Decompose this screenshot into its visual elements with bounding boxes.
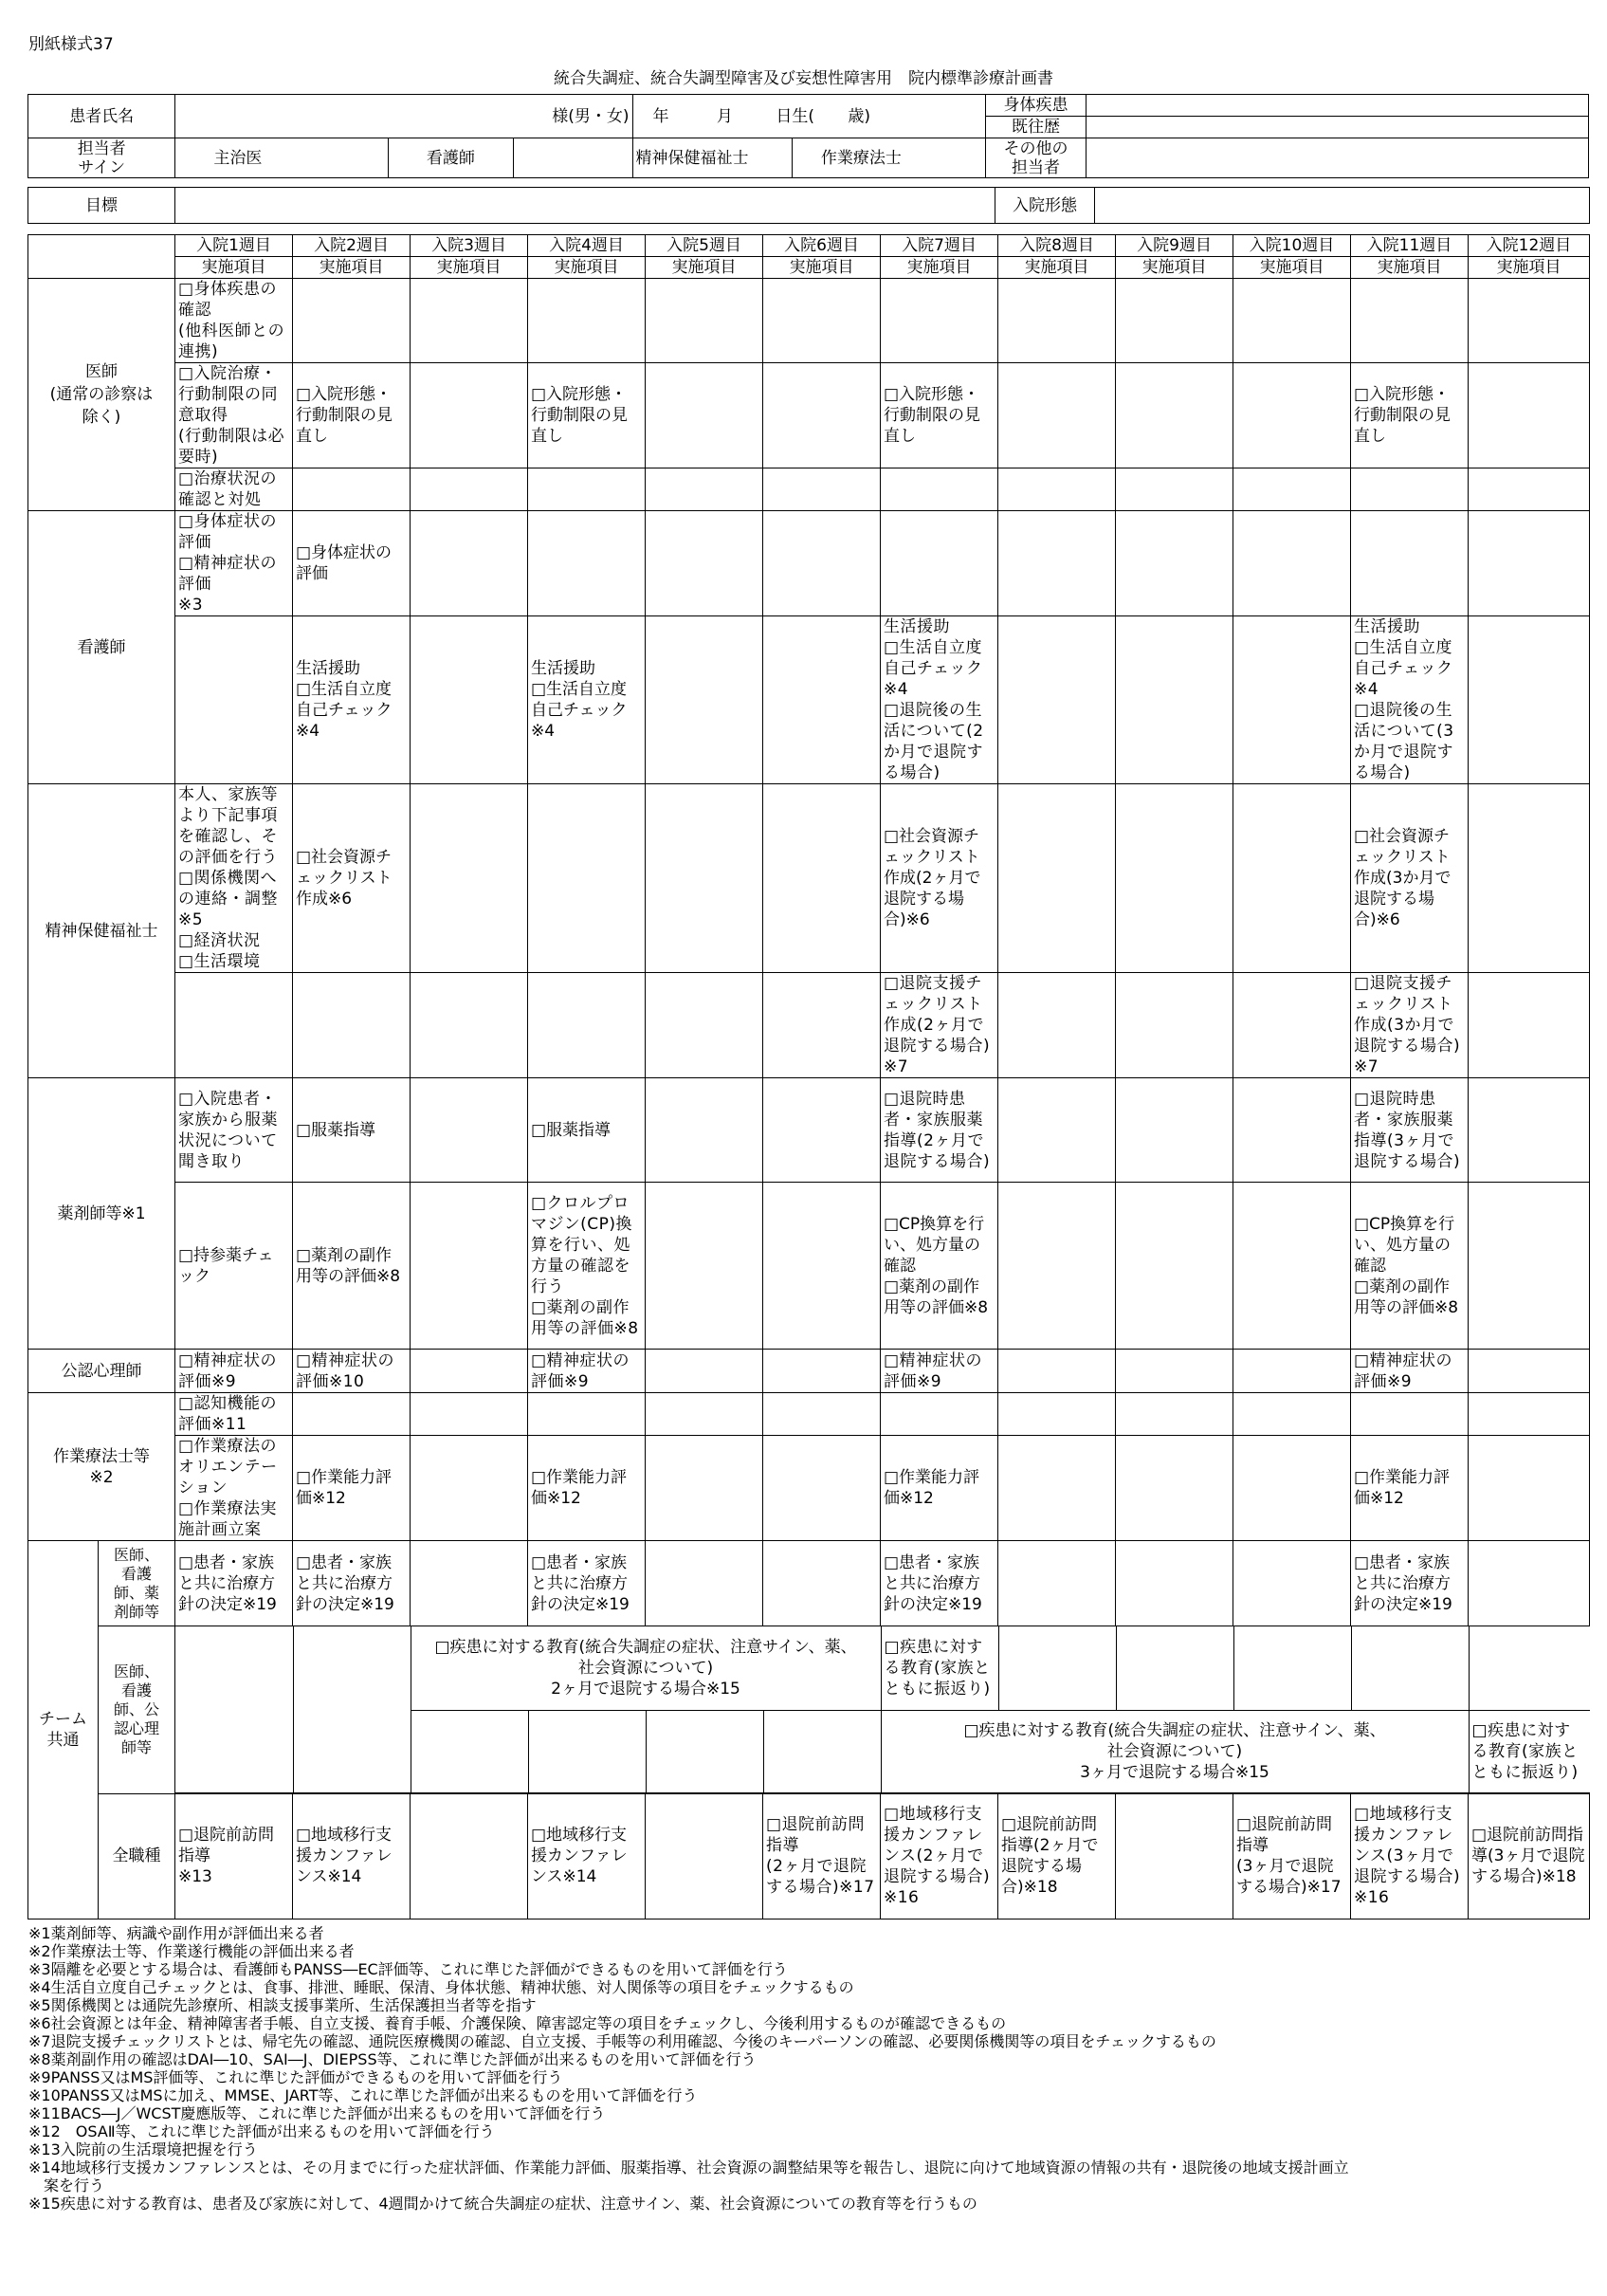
items-label: 実施項目 <box>646 256 762 278</box>
footnote-6: ※6社会資源とは年金、精神障害者手帳、自立支援、養育手帳、介護保険、障害認定等の項目をチェックし、今後利用するものが確認できるもの <box>28 2014 1007 2032</box>
cell[interactable]: □地域移行支援カンファレンス(3ヶ月で退院する場合)※16 <box>1351 1793 1469 1919</box>
cell[interactable]: □作業能力評価※12 <box>1351 1436 1469 1541</box>
week-label: 入院5週目 <box>667 236 741 255</box>
footnote-11: ※11BACS―J／WCST慶應版等、これに準じた評価が出来るものを用いて評価を行う <box>28 2104 606 2122</box>
footnotes <box>28 1924 1583 2213</box>
cell[interactable]: □入院形態・行動制限の見直し <box>1351 363 1469 468</box>
cell[interactable]: □作業療法のオリエンテーション □作業療法実施計画立案 <box>175 1436 293 1541</box>
week-header-5 <box>646 235 763 279</box>
footnote-2: ※2作業療法士等、作業遂行機能の評価出来る者 <box>28 1942 355 1960</box>
cell[interactable]: □退院時患者・家族服薬指導(3ヶ月で退院する場合) <box>1351 1078 1469 1183</box>
week-header-4 <box>528 235 646 279</box>
cell[interactable]: □精神症状の評価※10 <box>293 1350 411 1393</box>
footnote-12: ※12 OSAⅡ等、これに準じた評価が出来るものを用いて評価を行う <box>28 2122 495 2140</box>
footnote-10: ※10PANSS又はMSに加え、MMSE、JART等、これに準じた評価が出来るものを用いて評価を行う <box>28 2086 698 2104</box>
items-label: 実施項目 <box>1351 256 1468 278</box>
other-staff-label: その他の 担当者 <box>986 138 1086 178</box>
form-number: 別紙様式37 <box>28 35 114 54</box>
cell[interactable]: □作業能力評価※12 <box>881 1436 998 1541</box>
footnote-8: ※8薬剤副作用の確認はDAI―10、SAI―J、DIEPSS等、これに準じた評価が出来るものを用いて評価を行う <box>28 2050 757 2068</box>
birthdate-field[interactable] <box>632 95 986 138</box>
cell[interactable]: □CP換算を行い、処方量の確認 □薬剤の副作用等の評価※8 <box>1351 1183 1469 1350</box>
cell[interactable]: □入院形態・行動制限の見直し <box>881 363 998 468</box>
week-label: 入院11週目 <box>1366 236 1452 255</box>
row-label-psychologist: 公認心理師 <box>28 1350 175 1393</box>
history-field[interactable] <box>1086 117 1588 138</box>
week-label: 入院4週目 <box>549 236 624 255</box>
week-label: 入院9週目 <box>1137 236 1212 255</box>
cell[interactable]: □入院形態・行動制限の見直し <box>528 363 646 468</box>
cell[interactable]: □患者・家族と共に治療方針の決定※19 <box>528 1541 646 1626</box>
footnote-4: ※4生活自立度自己チェックとは、食事、排泄、睡眠、保清、身体状態、精神状態、対人関係等の項目をチェックするもの <box>28 1978 854 1996</box>
team-sub-label-1: 医師、 看護 師、薬 剤師等 <box>99 1541 175 1626</box>
team-sub-label-2: 医師、 看護 師、公 認心理 師等 <box>99 1626 175 1794</box>
doctor-label: 主治医 <box>213 148 263 168</box>
age-label: 歳) <box>848 106 871 126</box>
items-label: 実施項目 <box>881 256 997 278</box>
cell[interactable]: □退院時患者・家族服薬指導(2ヶ月で退院する場合) <box>881 1078 998 1183</box>
week-header-6 <box>763 235 881 279</box>
items-label: 実施項目 <box>1233 256 1350 278</box>
week-label: 入院2週目 <box>314 236 389 255</box>
items-label: 実施項目 <box>411 256 527 278</box>
row-label-nurse: 看護師 <box>28 511 175 784</box>
cell[interactable]: 生活援助 □生活自立度自己チェック ※4 <box>528 616 646 784</box>
ot-sign[interactable] <box>792 138 985 178</box>
cell[interactable]: □地域移行支援カンファレンス※14 <box>528 1793 646 1919</box>
items-label: 実施項目 <box>175 256 292 278</box>
goal-label: 目標 <box>28 188 175 224</box>
month-label: 月 <box>716 106 733 126</box>
cell[interactable]: □入院治療・行動制限の同意取得 (行動制限は必要時) <box>175 363 293 468</box>
cell[interactable]: □患者・家族と共に治療方針の決定※19 <box>175 1541 293 1626</box>
psw-label: 精神保健福祉士 <box>635 148 749 168</box>
week-header-1 <box>175 235 293 279</box>
footnote-9: ※9PANSS又はMS評価等、これに準じた評価ができるものを用いて評価を行う <box>28 2068 563 2086</box>
cell[interactable]: □退院前訪問指導(3ヶ月で退院する場合)※18 <box>1469 1793 1590 1919</box>
admission-type-field[interactable] <box>1095 188 1590 224</box>
row-label-doctor: 医師 (通常の診察は 除く) <box>28 279 175 511</box>
cell[interactable]: □疾患に対する教育(統合失調症の症状、注意サイン、薬、 社会資源について) 3ヶ月で退院する場合※15 <box>881 1710 1469 1792</box>
footnote-14: ※14地域移行支援カンファレンスとは、その月までに行った症状評価、作業能力評価、服薬指導、社会資源の調整結果等を報告し、退院に向けて地域資源の情報の共有・退院後の地域支援計画立 案を行う <box>28 2158 1349 2195</box>
schedule-table <box>27 234 1590 1919</box>
cell[interactable]: □入院形態・行動制限の見直し <box>293 363 411 468</box>
cell[interactable]: □患者・家族と共に治療方針の決定※19 <box>293 1541 411 1626</box>
week-header-row <box>28 235 1590 279</box>
staff-sign-label: 担当者 サイン <box>28 138 175 178</box>
admission-type-label: 入院形態 <box>995 188 1095 224</box>
week-header-8 <box>998 235 1116 279</box>
row-label-team: チーム 共通 <box>28 1541 99 1919</box>
cell[interactable]: □入院患者・家族から服薬状況について聞き取り <box>175 1078 293 1183</box>
patient-name-label: 患者氏名 <box>28 95 175 138</box>
cell[interactable]: □CP換算を行い、処方量の確認 □薬剤の副作用等の評価※8 <box>881 1183 998 1350</box>
cell[interactable]: 本人、家族等より下記事項を確認し、その評価を行う □関係機関への連絡・調整※5 □経済状況 □生活環境 <box>175 784 293 973</box>
cell[interactable]: □社会資源チェックリスト作成(3か月で退院する場合)※6 <box>1351 784 1469 973</box>
row-label-ot: 作業療法士等 ※2 <box>28 1393 175 1541</box>
items-label: 実施項目 <box>998 256 1115 278</box>
cell[interactable]: □精神症状の評価※9 <box>881 1350 998 1393</box>
items-label: 実施項目 <box>1116 256 1233 278</box>
footnote-3: ※3隔離を必要とする場合は、看護師もPANSS―EC評価等、これに準じた評価ができるものを用いて評価を行う <box>28 1960 788 1978</box>
cell[interactable]: □精神症状の評価※9 <box>528 1350 646 1393</box>
week-header-11 <box>1351 235 1469 279</box>
week-label: 入院12週目 <box>1486 236 1572 255</box>
week-label: 入院8週目 <box>1019 236 1094 255</box>
other-staff-field[interactable] <box>1086 138 1588 178</box>
footnote-15: ※15疾患に対する教育は、患者及び家族に対して、4週間かけて統合失調症の症状、注意サイン、薬、社会資源についての教育等を行うもの <box>28 2195 977 2213</box>
items-label: 実施項目 <box>763 256 880 278</box>
week-header-2 <box>293 235 411 279</box>
team-education-block <box>175 1626 1590 1794</box>
cell[interactable]: □退院前訪問指導 (2ヶ月で退院する場合)※17 <box>763 1793 881 1919</box>
cell[interactable]: □退院前訪問指導(2ヶ月で退院する場合)※18 <box>998 1793 1116 1919</box>
cell[interactable]: □精神症状の評価※9 <box>1351 1350 1469 1393</box>
nurse-field[interactable] <box>514 138 632 178</box>
footnote-7: ※7退院支援チェックリストとは、帰宅先の確認、通院医療機関の確認、自立支援、手帳等の利用確認、今後のキーパーソンの確認、必要関係機関等の項目をチェックするもの <box>28 2032 1216 2050</box>
cell[interactable]: □退院支援チェックリスト作成(3か月で退院する場合)※7 <box>1351 973 1469 1078</box>
footnote-13: ※13入院前の生活環境把握を行う <box>28 2140 258 2158</box>
birth-label: 日生( <box>776 106 814 126</box>
cell[interactable]: □退院前訪問指導 ※13 <box>175 1793 293 1919</box>
cell[interactable]: □退院前訪問指導 (3ヶ月で退院する場合)※17 <box>1233 1793 1351 1919</box>
doctor-sign[interactable] <box>175 138 389 178</box>
cell[interactable]: 生活援助 □生活自立度自己チェック ※4 <box>293 616 411 784</box>
cell[interactable]: □疾患に対する教育(統合失調症の症状、注意サイン、薬、 社会資源について) 2ヶ月で退院する場合※15 <box>411 1626 881 1710</box>
patient-info-table <box>27 94 1589 178</box>
gender-label: 様(男・女) <box>552 106 630 126</box>
week-label: 入院6週目 <box>784 236 859 255</box>
header-corner <box>28 235 175 279</box>
week-header-7 <box>881 235 998 279</box>
cell[interactable]: 生活援助 □生活自立度自己チェック ※4 □退院後の生活について(3か月で退院する場合) <box>1351 616 1469 784</box>
row-label-pharmacist: 薬剤師等※1 <box>28 1078 175 1350</box>
row-label-psw: 精神保健福祉士 <box>28 784 175 1078</box>
cell[interactable]: □身体症状の評価 □精神症状の評価 ※3 <box>175 511 293 616</box>
week-label: 入院7週目 <box>902 236 977 255</box>
nurse-sign[interactable] <box>388 138 513 178</box>
cell[interactable]: □服薬指導 <box>293 1078 411 1183</box>
cell[interactable]: □地域移行支援カンファレンス※14 <box>293 1793 411 1919</box>
cell[interactable]: □患者・家族と共に治療方針の決定※19 <box>881 1541 998 1626</box>
week-header-9 <box>1116 235 1233 279</box>
cell[interactable]: □退院支援チェックリスト作成(2ヶ月で退院する場合)※7 <box>881 973 998 1078</box>
cell[interactable]: □作業能力評価※12 <box>293 1436 411 1541</box>
physical-disease-label: 身体疾患 <box>986 95 1086 117</box>
cell[interactable]: □持参薬チェック <box>175 1183 293 1350</box>
history-label: 既往歴 <box>986 117 1086 138</box>
week-label: 入院1週目 <box>196 236 271 255</box>
goal-field[interactable] <box>175 188 995 224</box>
nurse-label: 看護師 <box>426 148 475 168</box>
document-title: 統合失調症、統合失調型障害及び妄想性障害用 院内標準診療計画書 <box>554 69 1053 88</box>
cell[interactable]: □疾患に対する教育(家族とともに振返り) <box>1469 1710 1589 1792</box>
physical-disease-field[interactable] <box>1086 95 1588 117</box>
cell[interactable]: □服薬指導 <box>528 1078 646 1183</box>
items-label: 実施項目 <box>293 256 410 278</box>
goal-table <box>27 187 1590 224</box>
week-header-3 <box>411 235 528 279</box>
cell[interactable]: □社会資源チェックリスト作成(2ヶ月で退院する場合)※6 <box>881 784 998 973</box>
team-education-table <box>175 1626 1590 1793</box>
cell[interactable]: □身体症状の評価 <box>293 511 411 616</box>
cell[interactable]: □作業能力評価※12 <box>528 1436 646 1541</box>
week-label: 入院10週目 <box>1249 236 1335 255</box>
cell[interactable] <box>293 1626 411 1792</box>
footnote-5: ※5関係機関とは通院先診療所、相談支援事業所、生活保護担当者等を指す <box>28 1996 537 2014</box>
cell[interactable]: □患者・家族と共に治療方針の決定※19 <box>1351 1541 1469 1626</box>
week-label: 入院3週目 <box>431 236 506 255</box>
items-label: 実施項目 <box>528 256 645 278</box>
cell[interactable]: □地域移行支援カンファレンス(2ヶ月で退院する場合)※16 <box>881 1793 998 1919</box>
patient-name-field[interactable] <box>175 95 632 138</box>
cell[interactable]: □認知機能の評価※11 <box>175 1393 293 1436</box>
cell[interactable]: 生活援助 □生活自立度自己チェック ※4 □退院後の生活について(2か月で退院する場合) <box>881 616 998 784</box>
ot-label: 作業療法士 <box>820 148 902 168</box>
footnote-1: ※1薬剤師等、病識や副作用が評価出来る者 <box>28 1924 324 1942</box>
items-label: 実施項目 <box>1469 256 1589 278</box>
cell[interactable]: □身体疾患の確認 (他科医師との連携) <box>175 279 293 363</box>
cell[interactable]: □疾患に対する教育(家族とともに振返り) <box>881 1626 998 1710</box>
psw-sign[interactable] <box>632 138 792 178</box>
week-header-12 <box>1469 235 1590 279</box>
cell[interactable] <box>175 1626 293 1792</box>
cell[interactable]: □社会資源チェックリスト作成※6 <box>293 784 411 973</box>
team-sub-label-3: 全職種 <box>99 1793 175 1919</box>
cell[interactable]: □クロルプロマジン(CP)換算を行い、処方量の確認を行う □薬剤の副作用等の評価※8 <box>528 1183 646 1350</box>
cell[interactable]: □精神症状の評価※9 <box>175 1350 293 1393</box>
cell[interactable]: □治療状況の確認と対処 <box>175 468 293 511</box>
cell[interactable]: □薬剤の副作用等の評価※8 <box>293 1183 411 1350</box>
year-label: 年 <box>652 106 669 126</box>
week-header-10 <box>1233 235 1351 279</box>
